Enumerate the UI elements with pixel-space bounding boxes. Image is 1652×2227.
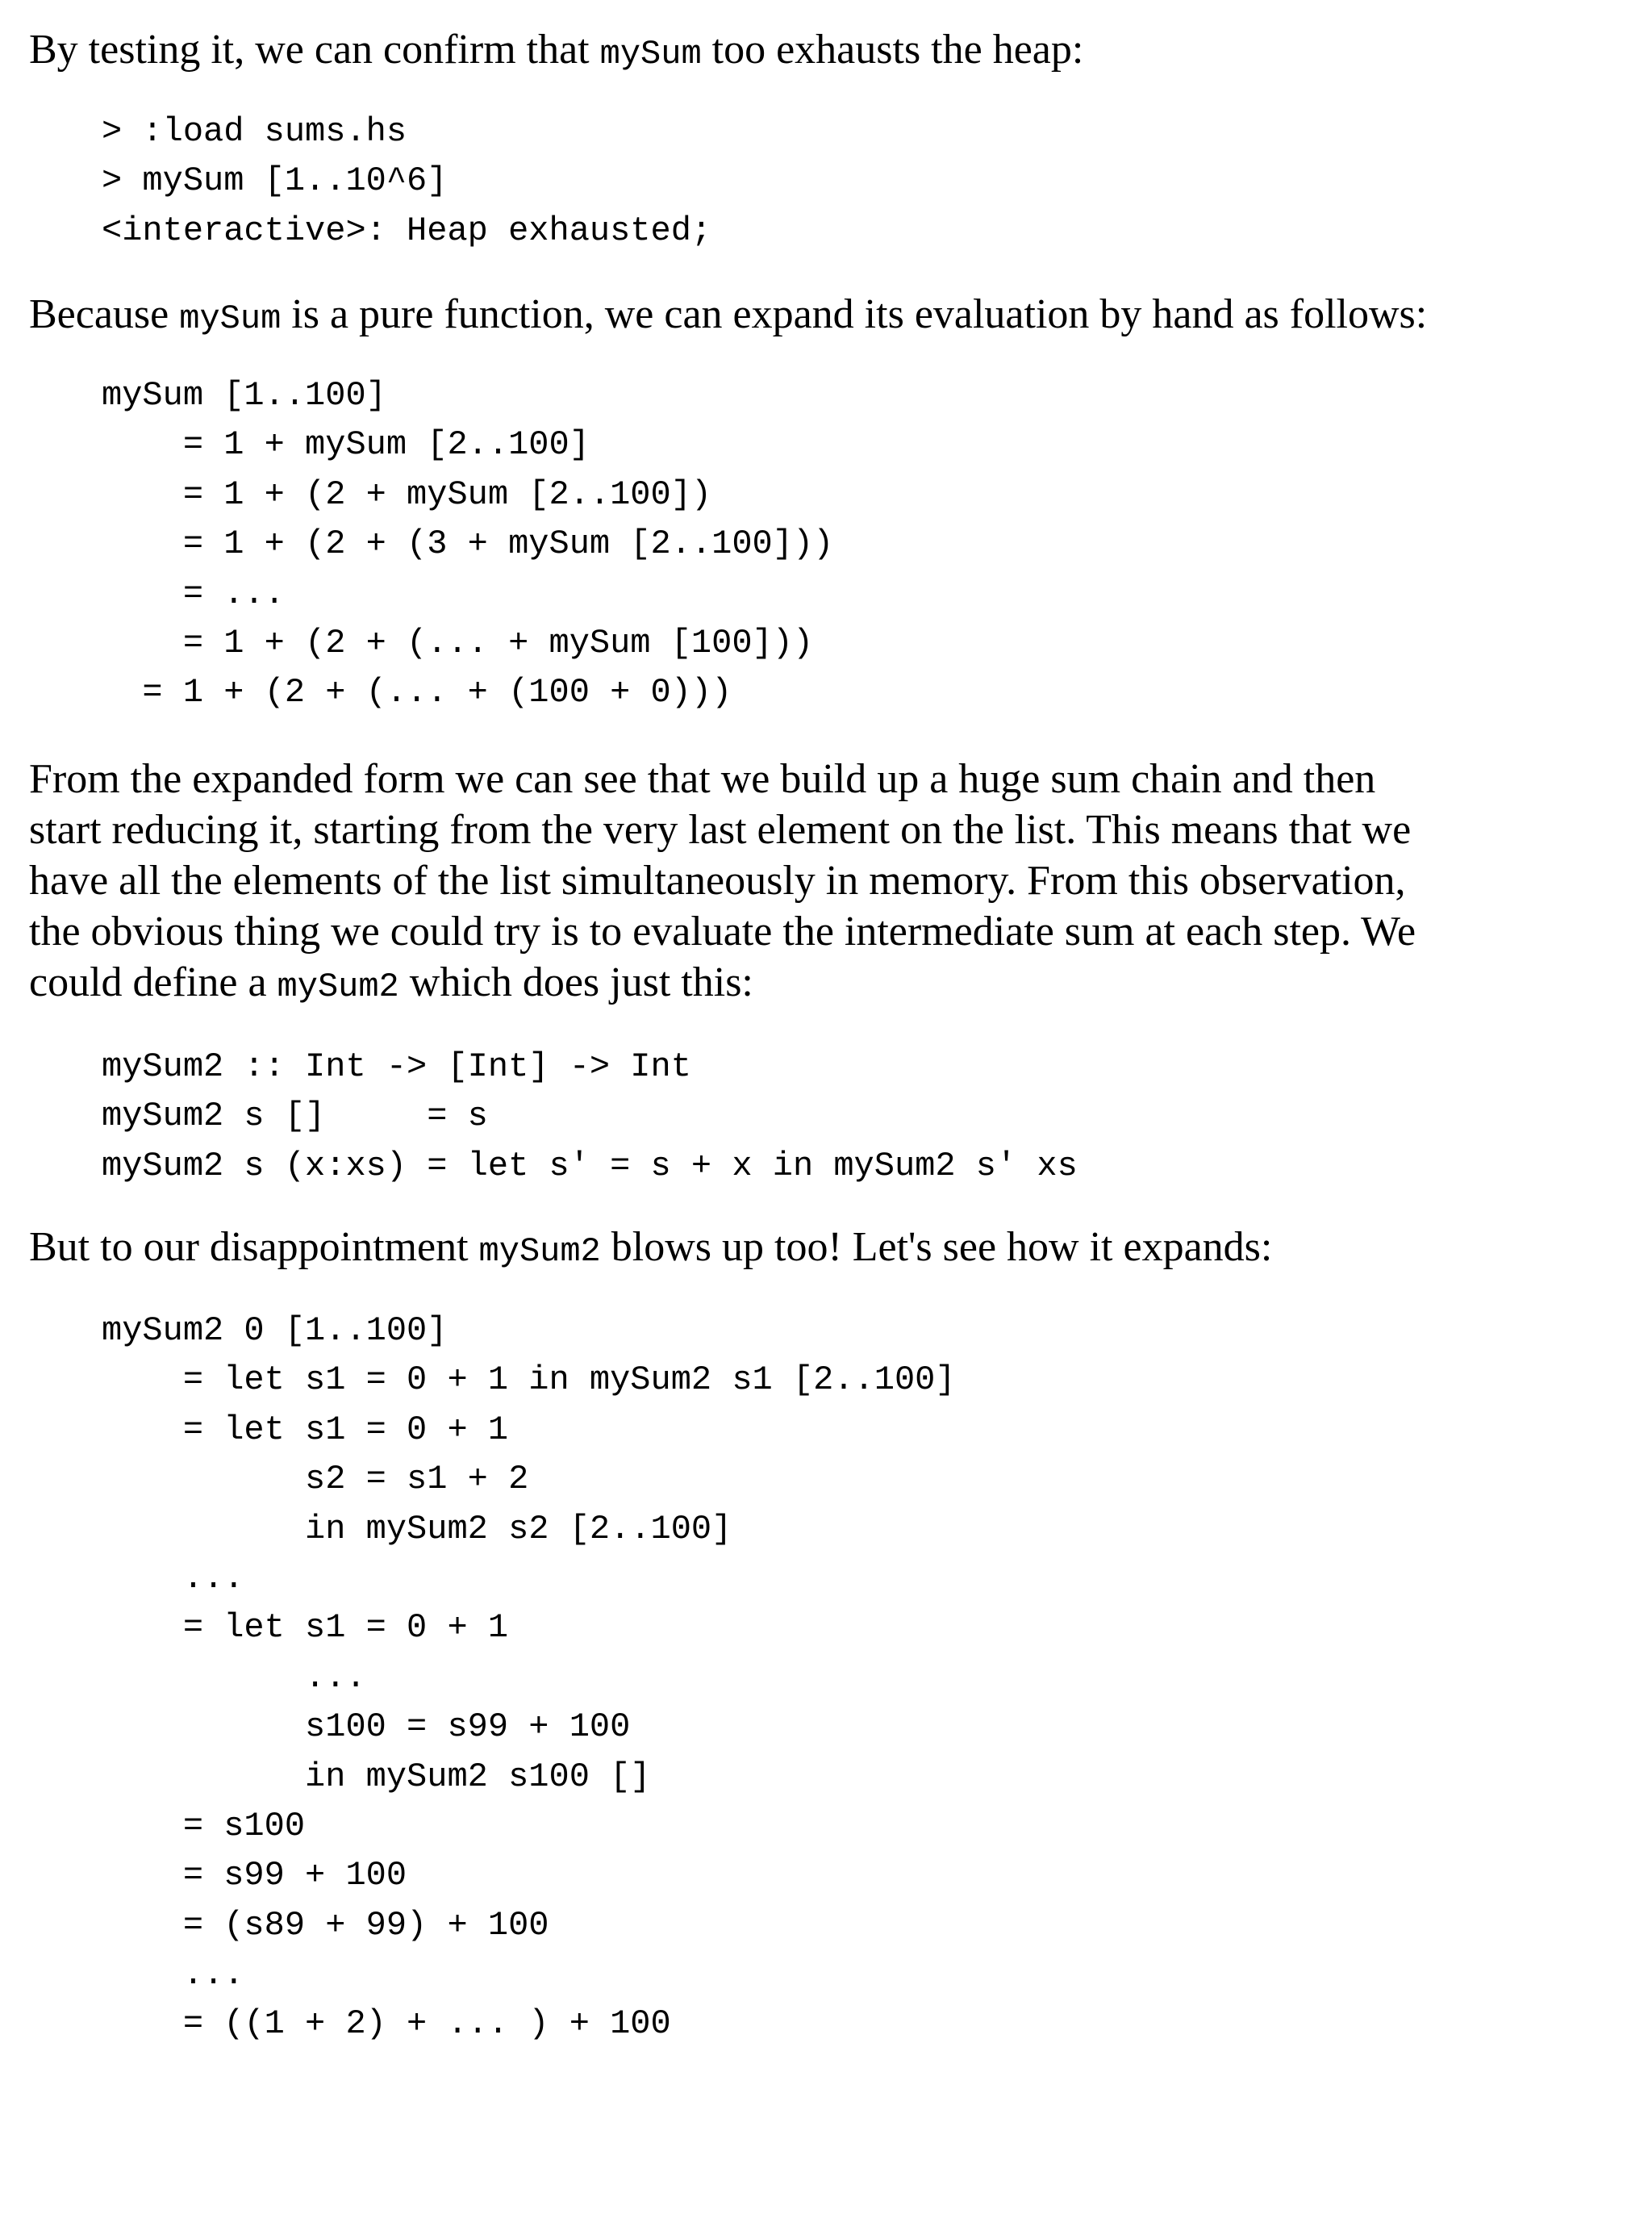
code-line: ... (102, 1955, 244, 1995)
text: By testing it, we can confirm that (29, 27, 600, 73)
paragraph-intro (29, 24, 1626, 80)
text: is a pure function, we can expand its evaluation by hand as follows: (281, 291, 1428, 337)
text: Because (29, 291, 180, 337)
code-line: s2 = s1 + 2 (102, 1460, 529, 1499)
code-line: in mySum2 s2 [2..100] (102, 1509, 732, 1548)
inline-code: mySum2 (478, 1232, 601, 1271)
paragraph-disappointment (29, 1222, 1626, 1277)
text: too exhausts the heap: (701, 27, 1084, 73)
code-line: in mySum2 s100 [] (102, 1757, 651, 1796)
text-line: have all the elements of the list simultaneously in memory. From this observation, (29, 858, 1406, 904)
code-line: = 1 + (2 + (3 + mySum [2..100])) (102, 524, 834, 564)
text: could define a (29, 959, 277, 1005)
code-line: = 1 + (2 + mySum [2..100]) (102, 474, 712, 514)
code-line: ... (102, 1657, 366, 1697)
code-line: = let s1 = 0 + 1 (102, 1608, 509, 1648)
code-line: = let s1 = 0 + 1 in mySum2 s1 [2..100] (102, 1360, 956, 1400)
code-line: = ((1 + 2) + ... ) + 100 (102, 2004, 671, 2044)
code-line: mySum2 :: Int -> [Int] -> Int (102, 1047, 691, 1086)
code-block-mysum-expansion (102, 371, 833, 718)
code-line: = (s89 + 99) + 100 (102, 1905, 549, 1945)
code-line: = ... (102, 574, 285, 613)
code-line: = let s1 = 0 + 1 (102, 1410, 509, 1449)
text: blows up too! Let's see how it expands: (600, 1224, 1273, 1270)
code-line: mySum2 s [] = s (102, 1097, 488, 1136)
paragraph-pure-function (29, 289, 1626, 345)
code-line: = 1 + (2 + (... + mySum [100])) (102, 623, 814, 662)
code-block-mysum2-definition (102, 1042, 1078, 1191)
text: which does just this: (398, 959, 753, 1005)
inline-code: mySum (179, 299, 282, 338)
text-line: From the expanded form we can see that we build up a huge sum chain and then (29, 756, 1376, 802)
code-line: s100 = s99 + 100 (102, 1707, 631, 1747)
code-line: = s100 (102, 1806, 306, 1845)
code-line: ... (102, 1558, 244, 1598)
code-block-ghci (102, 107, 711, 256)
text-line: the obvious thing we could try is to evaluate the intermediate sum at each step. We (29, 909, 1416, 955)
inline-code: mySum2 (277, 967, 399, 1006)
text-line: start reducing it, starting from the very last element on the list. This means that we (29, 807, 1412, 853)
code-line: > mySum [1..10^6] (102, 161, 448, 201)
text-line (29, 957, 1626, 1008)
text: But to our disappointment (29, 1224, 479, 1270)
code-line: > :load sums.hs (102, 112, 407, 151)
code-line: <interactive>: Heap exhausted; (102, 211, 712, 250)
code-line: mySum2 0 [1..100] (102, 1311, 448, 1350)
code-line: mySum [1..100] (102, 376, 386, 415)
code-line: mySum2 s (x:xs) = let s' = s + x in mySum2 s' xs (102, 1146, 1078, 1185)
inline-code: mySum (599, 35, 702, 73)
code-line: = 1 + mySum [2..100] (102, 425, 590, 465)
code-line: = s99 + 100 (102, 1856, 407, 1895)
code-block-mysum2-expansion (102, 1306, 956, 2049)
paragraph-expanded-form (29, 754, 1626, 1008)
code-line: = 1 + (2 + (... + (100 + 0))) (102, 673, 732, 712)
